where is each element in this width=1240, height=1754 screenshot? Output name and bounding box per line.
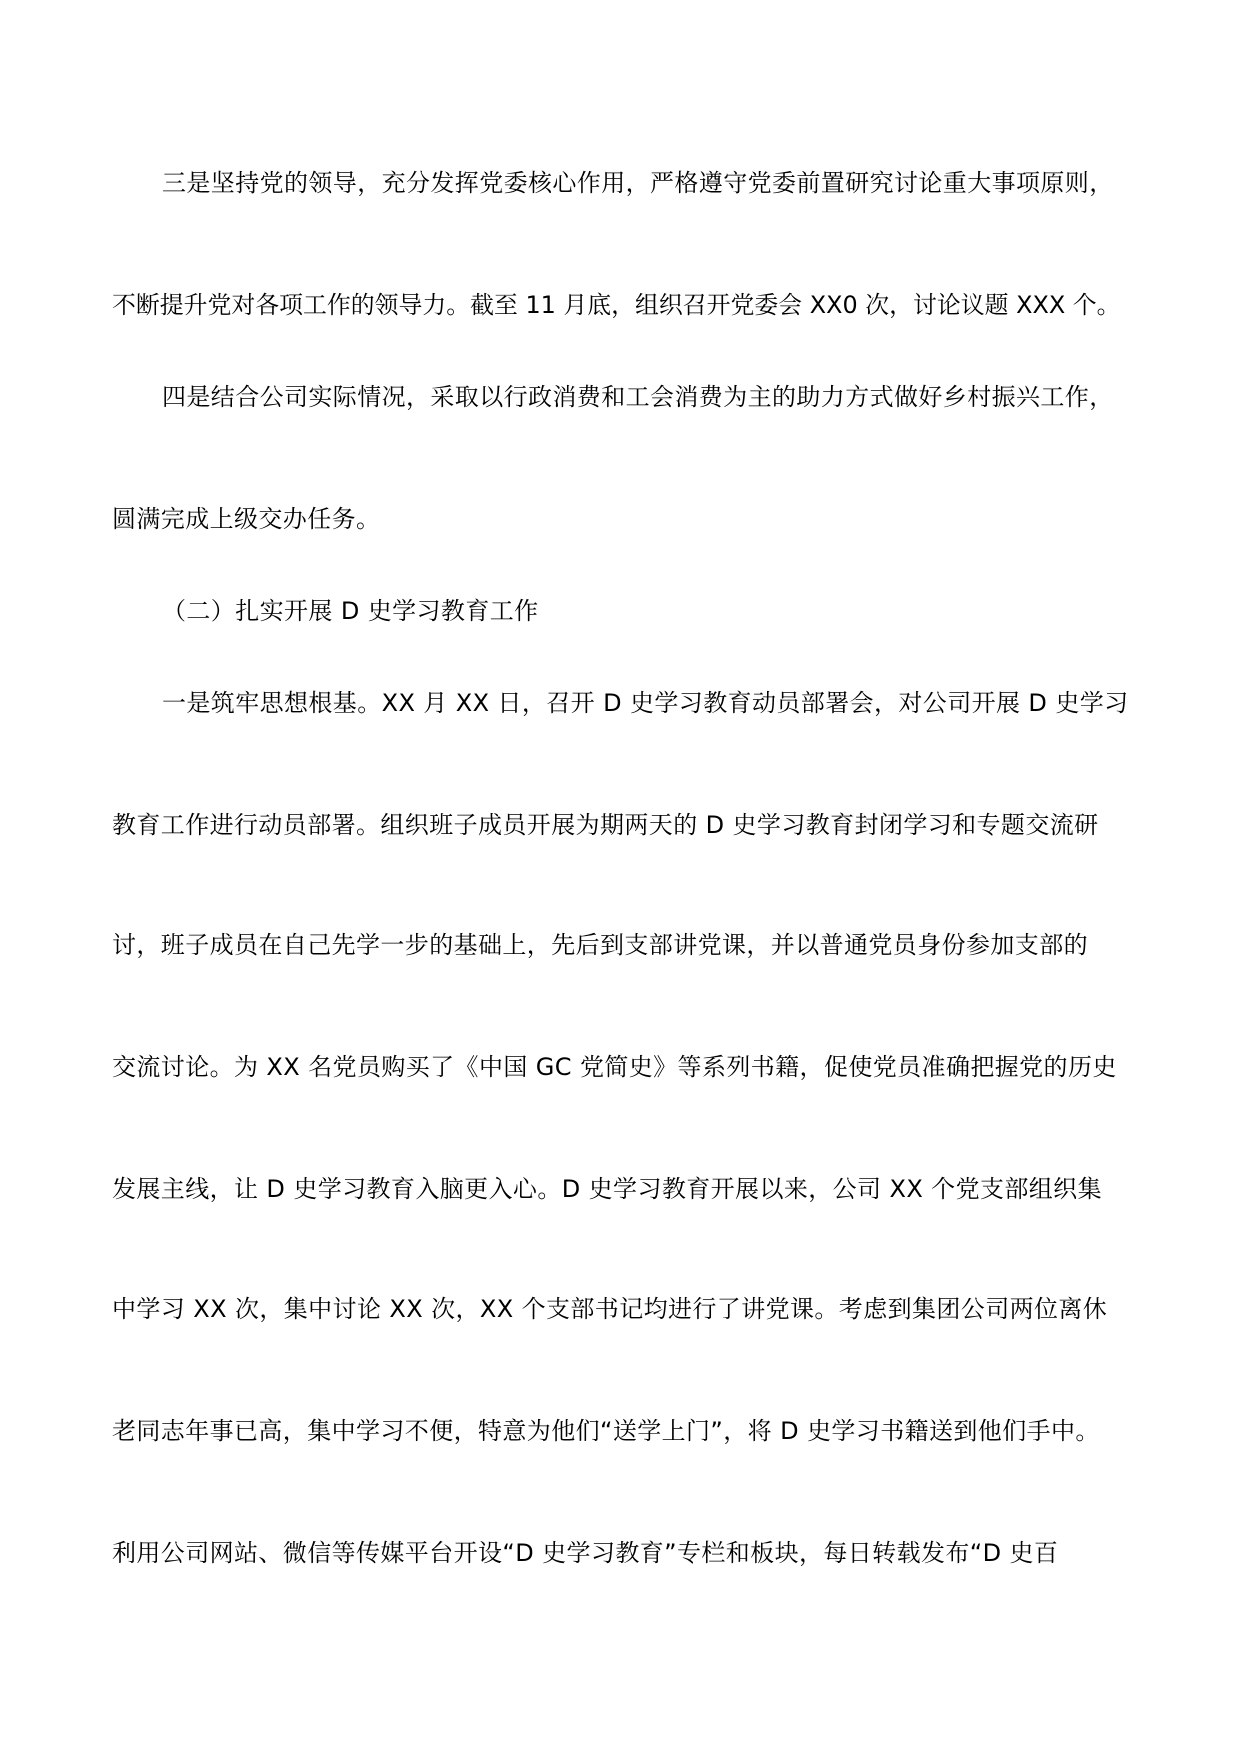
paragraph-5-line-6: 中学习 XX 次，集中讨论 XX 次，XX 个支部书记均进行了讲党课。考虑到集团公司两位离休	[112, 1295, 1108, 1323]
paragraph-4-line-2: 圆满完成上级交办任务。	[112, 505, 381, 533]
paragraph-5-line-5: 发展主线，让 D 史学习教育入脑更入心。D 史学习教育开展以来，公司 XX 个党支部组织集	[112, 1175, 1102, 1203]
paragraph-3-line-1: 三是坚持党的领导，充分发挥党委核心作用，严格遵守党委前置研究讨论重大事项原则，	[162, 169, 1114, 197]
paragraph-5-line-4: 交流讨论。为 XX 名党员购买了《中国 GC 党简史》等系列书籍，促使党员准确把握党的历史	[112, 1053, 1117, 1081]
paragraph-3-line-2: 不断提升党对各项工作的领导力。截至 11 月底，组织召开党委会 XX0 次，讨论议题 XXX 个。	[112, 291, 1121, 319]
section-heading: （二）扎实开展 D 史学习教育工作	[162, 597, 539, 625]
paragraph-4-line-1: 四是结合公司实际情况，采取以行政消费和工会消费为主的助力方式做好乡村振兴工作，	[162, 383, 1114, 411]
paragraph-5-line-2: 教育工作进行动员部署。组织班子成员开展为期两天的 D 史学习教育封闭学习和专题交流研	[112, 811, 1099, 839]
paragraph-5-line-3: 讨，班子成员在自己先学一步的基础上，先后到支部讲党课，并以普通党员身份参加支部的	[112, 931, 1088, 959]
paragraph-5-line-1: 一是筑牢思想根基。XX 月 XX 日，召开 D 史学习教育动员部署会，对公司开展 D 史学习	[162, 689, 1129, 717]
paragraph-5-line-8: 利用公司网站、微信等传媒平台开设“D 史学习教育”专栏和板块，每日转载发布“D 史百	[112, 1539, 1059, 1567]
paragraph-5-line-7: 老同志年事已高，集中学习不便，特意为他们“送学上门”，将 D 史学习书籍送到他们手中。	[112, 1417, 1100, 1445]
